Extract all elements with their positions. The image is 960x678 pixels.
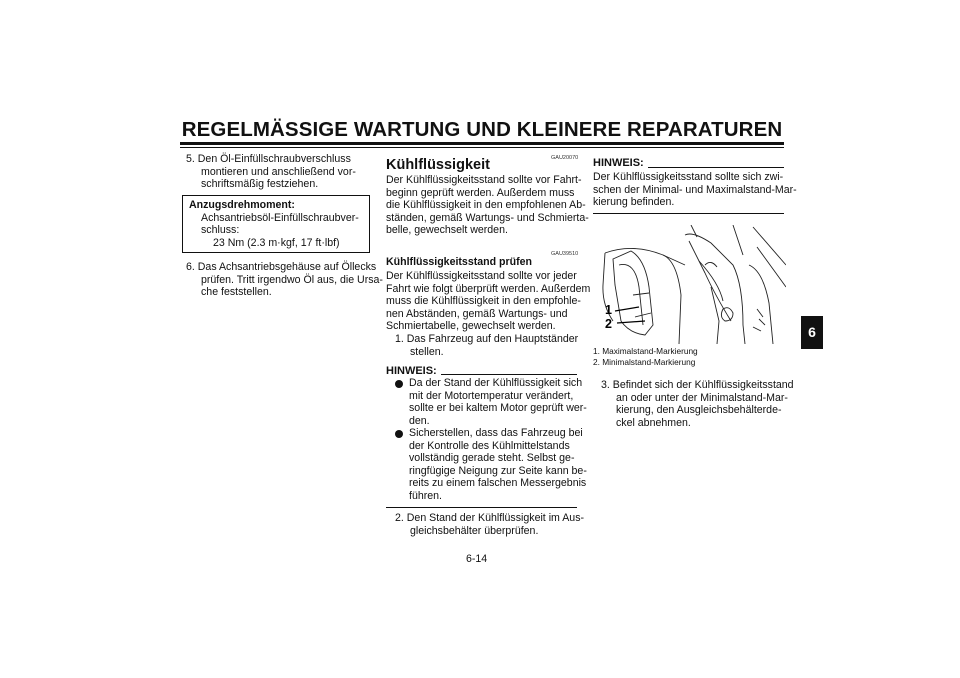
text-line: sollte er bei kaltem Motor geprüft wer- [409, 402, 587, 415]
bullet-dot [395, 430, 403, 438]
caption-line: 2. Minimalstand-Markierung [593, 356, 696, 367]
text-line: Schmiertabelle, gewechselt werden. [386, 320, 556, 333]
text-line: mit der Motortemperatur verändert, [409, 389, 574, 402]
step-1-line: 1. Das Fahrzeug auf den Hauptständer [395, 333, 579, 345]
text-line: Sicherstellen, dass das Fahrzeug bei [409, 427, 583, 439]
figure-captions [593, 346, 698, 367]
text-line: Da der Stand der Kühlflüssigkeit sich [409, 377, 583, 389]
text-line: ringfügige Neigung zur Seite kann be- [409, 464, 587, 477]
right-note [593, 171, 797, 209]
check-paragraph [386, 270, 590, 333]
text-line: beginn geprüft werden. Außerdem muss [386, 186, 575, 199]
caption-line: 1. Maximalstand-Markierung [593, 346, 698, 356]
text-line: nen Abständen, gemäß Wartungs- und [386, 307, 568, 320]
text-line: Der Kühlflüssigkeitsstand sollte vor jeder [386, 270, 577, 282]
torque-value: 23 Nm (2.3 m·kgf, 17 ft·lbf) [213, 236, 340, 249]
step-2-line: 2. Den Stand der Kühlflüssigkeit im Aus- [395, 512, 585, 524]
note-title-rule [648, 167, 784, 168]
step-2 [395, 512, 584, 537]
step-1-line: stellen. [410, 345, 444, 358]
torque-heading: Anzugsdrehmoment: [189, 199, 295, 211]
text-line: Der Kühlflüssigkeitsstand sollte sich zwi- [593, 171, 784, 183]
note-end-rule [386, 507, 577, 508]
note-title-rule [441, 374, 577, 375]
text-line: schen der Minimal- und Maximalstand-Mar- [593, 183, 797, 196]
text-line: der Kontrolle des Kühlmittelstands [409, 439, 570, 452]
header-rule-thick [180, 142, 784, 145]
coolant-reservoir-figure [593, 225, 786, 344]
step-3-line: kierung, den Ausgleichsbehälterde- [616, 404, 782, 417]
text-line: vollständig gerade steht. Selbst ge- [409, 452, 575, 465]
step-2-line: gleichsbehälter überprüfen. [410, 524, 539, 537]
step-5-line: montieren und anschließend vor- [201, 165, 356, 178]
text-line: führen. [409, 489, 442, 502]
torque-line: Achsantriebsöl-Einfüllschraubver- [201, 211, 359, 224]
text-line: kierung befinden. [593, 196, 675, 209]
callout-2: 2 [605, 317, 612, 331]
bullet-dot [395, 380, 403, 388]
torque-line: schluss: [201, 224, 240, 237]
section-heading: Kühlflüssigkeit [386, 157, 490, 173]
text-line: ständen, gemäß Wartungs- und Schmierta- [386, 211, 589, 224]
step-1 [395, 333, 578, 358]
callout-1: 1 [605, 303, 612, 317]
reservoir-illustration [593, 225, 786, 344]
text-line: Der Kühlflüssigkeitsstand sollte vor Fahrt- [386, 174, 582, 186]
step-6 [186, 261, 383, 299]
step-3-line: an oder unter der Minimalstand-Mar- [616, 391, 788, 404]
step-3 [601, 379, 794, 429]
step-3-line: 3. Befindet sich der Kühlflüssigkeitsstand [601, 379, 794, 391]
subsection-heading: Kühlflüssigkeitsstand prüfen [386, 256, 532, 268]
note-bullet-2 [409, 427, 587, 503]
step-5-line: schriftsmäßig festziehen. [201, 178, 319, 191]
text-line: belle, gewechselt werden. [386, 224, 508, 237]
torque-box-content [189, 199, 359, 249]
note-end-rule [593, 213, 784, 214]
step-6-line: che feststellen. [201, 286, 272, 299]
step-5 [186, 153, 356, 191]
page-number: 6-14 [466, 553, 488, 565]
step-3-line: ckel abnehmen. [616, 416, 691, 429]
doc-code: GAU20070 [551, 155, 579, 161]
doc-code: GAU39510 [551, 251, 579, 257]
note-title: HINWEIS: [386, 365, 437, 377]
page-title: REGELMÄSSIGE WARTUNG UND KLEINERE REPARATUREN [181, 118, 783, 141]
text-line: die Kühlflüssigkeit in den empfohlenen Ab- [386, 199, 586, 212]
text-line: muss die Kühlflüssigkeit in den empfohle- [386, 295, 581, 308]
note-bullet-1 [409, 377, 587, 427]
header-rule-thin [180, 147, 784, 148]
note-title: HINWEIS: [593, 157, 644, 169]
text-line: reits zu einem falschen Messergebnis [409, 477, 587, 490]
text-line: den. [409, 414, 430, 427]
intro-paragraph [386, 174, 589, 237]
text-line: Fahrt wie folgt überprüft werden. Außerdem [386, 282, 591, 295]
step-6-line: 6. Das Achsantriebsgehäuse auf Öllecks [186, 261, 377, 273]
step-5-line: 5. Den Öl-Einfüllschraubverschluss [186, 153, 351, 165]
chapter-tab: 6 [801, 316, 823, 349]
step-6-line: prüfen. Tritt irgendwo Öl aus, die Ursa- [201, 273, 383, 286]
